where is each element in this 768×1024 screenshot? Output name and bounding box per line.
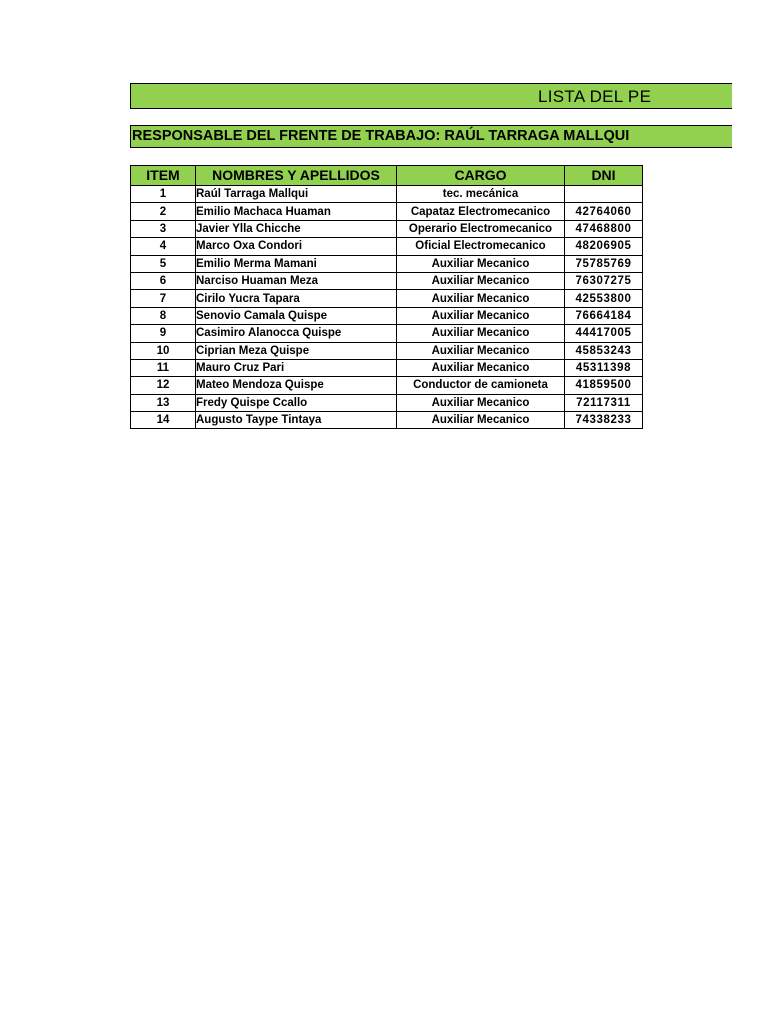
- responsible-label: RESPONSABLE DEL FRENTE DE TRABAJO: RAÚL TARRAGA MALLQUI: [132, 128, 630, 144]
- dni-cell: 76307275: [565, 272, 643, 289]
- title-bar: [130, 83, 732, 109]
- table-row: [131, 203, 643, 220]
- dni-cell: 45853243: [565, 342, 643, 359]
- dni-cell: [565, 186, 643, 203]
- item-cell: 6: [131, 272, 196, 289]
- name-cell: Javier Ylla Chicche: [196, 220, 397, 237]
- cargo-cell: Conductor de camioneta: [397, 377, 565, 394]
- item-cell: 3: [131, 220, 196, 237]
- name-cell: Augusto Taype Tintaya: [196, 412, 397, 429]
- item-cell: 7: [131, 290, 196, 307]
- cargo-cell: Auxiliar Mecanico: [397, 342, 565, 359]
- table-row: [131, 377, 643, 394]
- name-cell: Mauro Cruz Pari: [196, 359, 397, 376]
- cargo-cell: Auxiliar Mecanico: [397, 394, 565, 411]
- column-header-item: ITEM: [131, 166, 196, 186]
- item-cell: 12: [131, 377, 196, 394]
- dni-cell: 75785769: [565, 255, 643, 272]
- column-header-cargo: CARGO: [397, 166, 565, 186]
- name-cell: Fredy Quispe Ccallo: [196, 394, 397, 411]
- name-cell: Cirilo Yucra Tapara: [196, 290, 397, 307]
- item-cell: 1: [131, 186, 196, 203]
- name-cell: Ciprian Meza Quispe: [196, 342, 397, 359]
- name-cell: Narciso Huaman Meza: [196, 272, 397, 289]
- table-row: [131, 394, 643, 411]
- item-cell: 2: [131, 203, 196, 220]
- staff-table-body: [131, 186, 643, 429]
- name-cell: Emilio Merma Mamani: [196, 255, 397, 272]
- table-row: [131, 238, 643, 255]
- cargo-cell: Auxiliar Mecanico: [397, 255, 565, 272]
- table-row: [131, 325, 643, 342]
- table-row: [131, 290, 643, 307]
- dni-cell: 45311398: [565, 359, 643, 376]
- cargo-cell: Auxiliar Mecanico: [397, 272, 565, 289]
- cargo-cell: Operario Electromecanico: [397, 220, 565, 237]
- table-row: [131, 412, 643, 429]
- item-cell: 14: [131, 412, 196, 429]
- dni-cell: 41859500: [565, 377, 643, 394]
- name-cell: Raúl Tarraga Mallqui: [196, 186, 397, 203]
- column-header-name: NOMBRES Y APELLIDOS: [196, 166, 397, 186]
- name-cell: Casimiro Alanocca Quispe: [196, 325, 397, 342]
- cargo-cell: Auxiliar Mecanico: [397, 290, 565, 307]
- item-cell: 10: [131, 342, 196, 359]
- name-cell: Mateo Mendoza Quispe: [196, 377, 397, 394]
- table-row: [131, 342, 643, 359]
- item-cell: 9: [131, 325, 196, 342]
- cargo-cell: Auxiliar Mecanico: [397, 307, 565, 324]
- page-title: LISTA DEL PE: [538, 87, 652, 106]
- item-cell: 8: [131, 307, 196, 324]
- name-cell: Marco Oxa Condori: [196, 238, 397, 255]
- dni-cell: 48206905: [565, 238, 643, 255]
- cargo-cell: Auxiliar Mecanico: [397, 359, 565, 376]
- table-row: [131, 307, 643, 324]
- cargo-cell: tec. mecánica: [397, 186, 565, 203]
- cargo-cell: Oficial Electromecanico: [397, 238, 565, 255]
- item-cell: 13: [131, 394, 196, 411]
- name-cell: Emilio Machaca Huaman: [196, 203, 397, 220]
- item-cell: 11: [131, 359, 196, 376]
- table-row: [131, 359, 643, 376]
- dni-cell: 72117311: [565, 394, 643, 411]
- cargo-cell: Auxiliar Mecanico: [397, 412, 565, 429]
- name-cell: Senovio Camala Quispe: [196, 307, 397, 324]
- table-row: [131, 255, 643, 272]
- dni-cell: 44417005: [565, 325, 643, 342]
- cargo-cell: Capataz Electromecanico: [397, 203, 565, 220]
- staff-table: [130, 165, 643, 429]
- item-cell: 5: [131, 255, 196, 272]
- dni-cell: 76664184: [565, 307, 643, 324]
- table-row: [131, 186, 643, 203]
- dni-cell: 74338233: [565, 412, 643, 429]
- cargo-cell: Auxiliar Mecanico: [397, 325, 565, 342]
- table-row: [131, 220, 643, 237]
- responsible-bar: [130, 125, 732, 148]
- item-cell: 4: [131, 238, 196, 255]
- table-header-row: [131, 166, 643, 186]
- dni-cell: 42553800: [565, 290, 643, 307]
- column-header-dni: DNI: [565, 166, 643, 186]
- dni-cell: 42764060: [565, 203, 643, 220]
- dni-cell: 47468800: [565, 220, 643, 237]
- table-row: [131, 272, 643, 289]
